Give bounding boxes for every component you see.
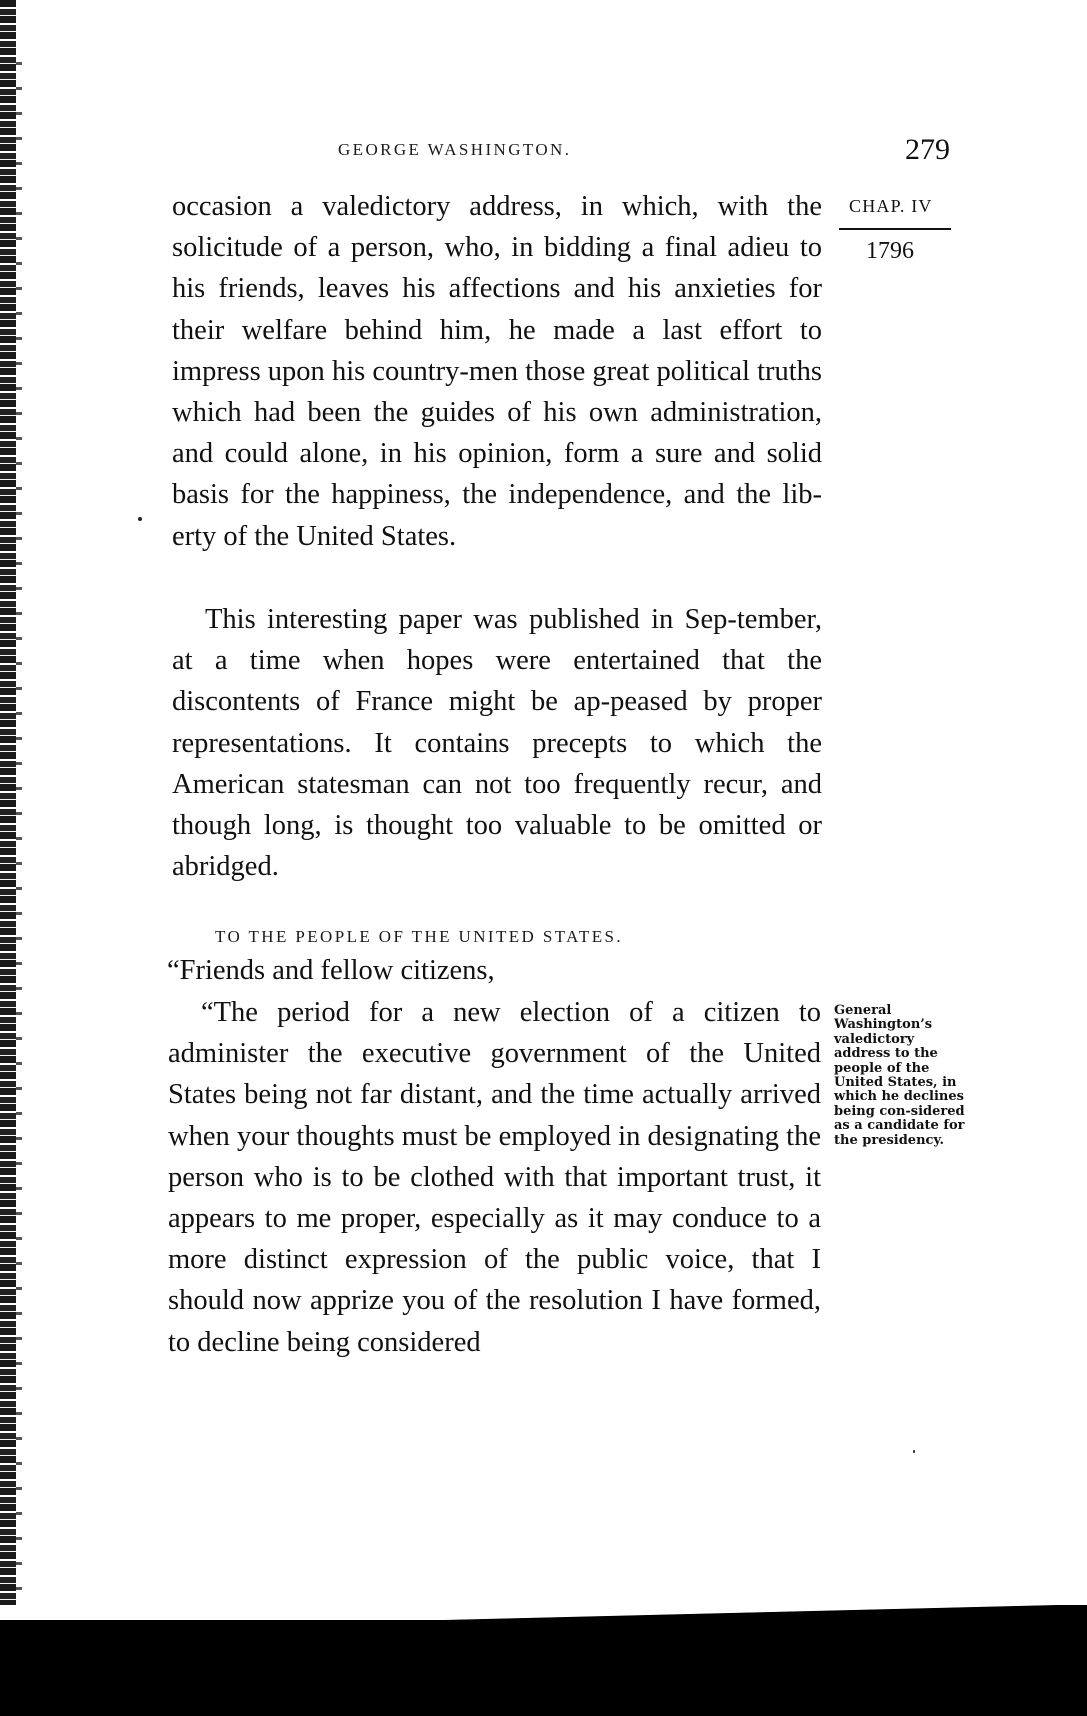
running-head: GEORGE WASHINGTON.: [338, 140, 572, 159]
binding-edge-shadow: [16, 40, 22, 1640]
chapter-rule: [839, 228, 951, 230]
scan-speck: [913, 1450, 915, 1453]
chapter-label: CHAP. IV: [849, 196, 933, 216]
paragraph-3: “The period for a new election of a citizen to administer the executive government of the United States being not far distant, and the time actually arrived when your thoughts must be employed in designating the person who is to be clothed with that important trust, it appears to me proper, especially as it may conduce to a more distinct expression of the public voice, that I should now apprize you of the resolution I have formed, to decline being considered: [168, 997, 821, 1358]
page-number: 279: [905, 133, 950, 166]
paragraph-1: occasion a valedictory address, in which, with the solicitude of a person, who, in bidding a final adieu to his friends, leaves his affections and his anxieties for their welfare behind him, he made a last effort to impress upon his country-men those great political truths which had been the guides of his own administration, and could alone, in his opinion, form a sure and solid basis for the happiness, the independence, and the lib-erty of the United States.: [172, 191, 822, 552]
scan-speck: [138, 517, 142, 521]
chapter-year: 1796: [866, 238, 914, 264]
marginal-sidenote: General Washington’s valedictory address to the people of the United States, in which he declines being con-sidered as a candidate for the presidency.: [834, 1003, 965, 1148]
salutation: “Friends and fellow citizens,: [167, 955, 495, 986]
binding-edge: [0, 0, 16, 1716]
paragraph-2: This interesting paper was published in Sep-tember, at a time when hopes were entertained that the discontents of France might be ap-peased by proper representations. It contains precepts to which the American statesman can not too frequently recur, and though long, is thought too valuable to be omitted or abridged.: [172, 604, 822, 883]
scan-shadow-bottom: [0, 1620, 1087, 1716]
address-heading: TO THE PEOPLE OF THE UNITED STATES.: [215, 927, 624, 946]
